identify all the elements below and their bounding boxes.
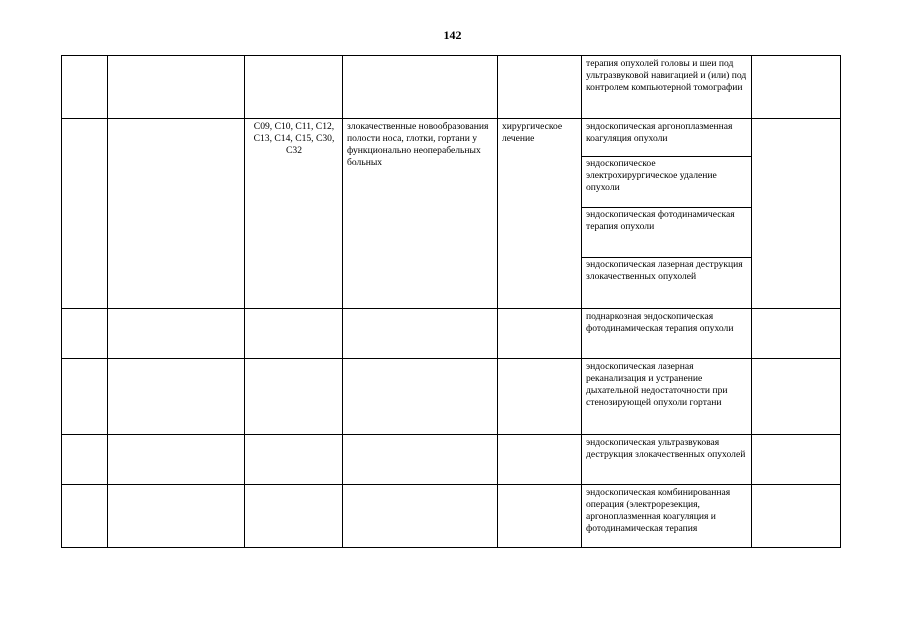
method-cell: эндоскопическая лазерная реканализация и устранение дыхательной недостаточности при стенозирующей опухоли гортани [586,361,728,408]
page-number: 142 [443,28,462,42]
method-cell: эндоскопическая аргоноплазменная коагуляция опухоли [586,121,733,144]
condition-cell: злокачественные новообразования полости носа, глотки, гортани у функционально неоперабельных больных [347,121,489,168]
method-divider [581,257,751,258]
column-divider [107,55,108,548]
column-divider [244,55,245,548]
column-divider [497,55,498,548]
table-border-top [61,55,840,56]
method-cell: терапия опухолей головы и шеи под ультразвуковой навигацией и (или) под контролем компьютерной томографии [586,58,747,93]
treatment-type-cell: хирургическое лечение [502,121,563,144]
method-divider [581,207,751,208]
column-divider [342,55,343,548]
column-divider [840,55,841,548]
column-divider [61,55,62,548]
method-cell: эндоскопическое электрохирургическое удаление опухоли [586,158,717,193]
row-divider [61,358,840,359]
column-divider [581,55,582,548]
diagnosis-codes-cell: C09, C10, C11, C12, C13, C14, C15, C30, C32 [253,121,335,156]
row-divider [61,434,840,435]
method-cell: эндоскопическая комбинированная операция (электрорезекция, аргоноплазменная коагуляция и фотодинамическая терапия [586,487,731,534]
method-cell: поднаркозная эндоскопическая фотодинамическая терапия опухоли [586,311,734,334]
row-divider [61,118,840,119]
column-divider [751,55,752,548]
method-cell: эндоскопическая лазерная деструкция злокачественных опухолей [586,259,743,282]
method-cell: эндоскопическая фотодинамическая терапия опухоли [586,209,735,232]
row-divider [61,484,840,485]
method-cell: эндоскопическая ультразвуковая деструкция злокачественных опухолей [586,437,746,460]
table-border-bottom [61,547,840,548]
row-divider [61,308,840,309]
